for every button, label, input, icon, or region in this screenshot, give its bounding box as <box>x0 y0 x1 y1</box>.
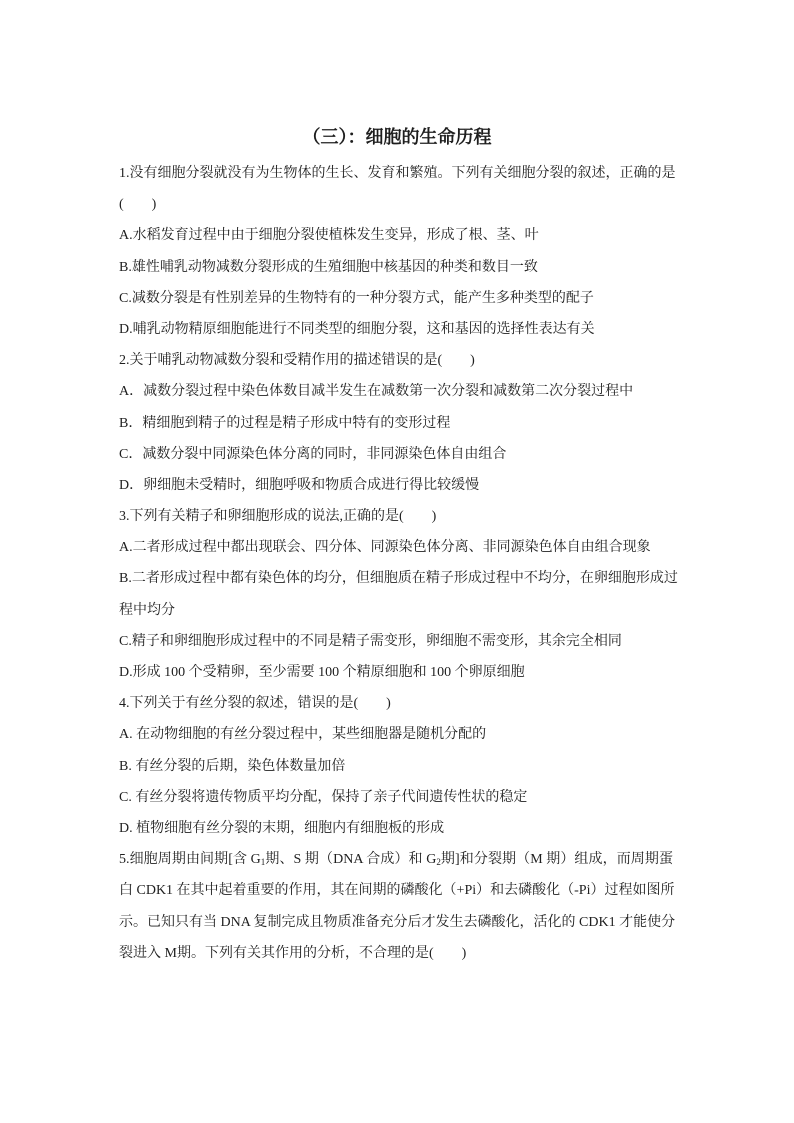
document-title: （三）：细胞的生命历程 <box>302 127 492 147</box>
question-5 <box>119 844 679 969</box>
option-d: D.哺乳动物精原细胞能进行不同类型的细胞分裂，这和基因的选择性表达有关 <box>119 321 595 337</box>
option-b: B．精细胞到精子的过程是精子形成中特有的变形过程 <box>119 415 451 431</box>
option-b: B.二者形成过程中都有染色体的均分，但细胞质在精子形成过程中不均分，在卵细胞形成过 <box>119 571 678 587</box>
option-c: C.减数分裂是有性别差异的生物特有的一种分裂方式，能产生多种类型的配子 <box>119 290 594 306</box>
option-c: C．减数分裂中同源染色体分离的同时，非同源染色体自由组合 <box>119 446 507 462</box>
question-1 <box>119 158 679 345</box>
question-stem-line: 1.没有细胞分裂就没有为生物体的生长、发育和繁殖。下列有关细胞分裂的叙述，正确的是 <box>119 166 676 181</box>
option-d: D. 植物细胞有丝分裂的末期，细胞内有细胞板的形成 <box>119 820 445 836</box>
question-stem-line <box>119 844 673 875</box>
stem-text: 期]和分裂期（M 期）组成，而周期蛋 <box>440 852 673 868</box>
option-b-continued: 程中均分 <box>119 602 175 618</box>
question-stem-line: 白 CDK1 在其中起着重要的作用，其在间期的磷酸化（+Pi）和去磷酸化（-Pi）过程如图所 <box>119 883 675 899</box>
answer-bracket: ( ) <box>119 197 157 213</box>
subscript: 1 <box>260 857 266 868</box>
option-a: A.二者形成过程中都出现联会、四分体、同源染色体分离、非同源染色体自由组合现象 <box>119 540 651 556</box>
question-stem-line: 2.关于哺乳动物减数分裂和受精作用的描述错误的是( ) <box>119 353 475 369</box>
subscript: 2 <box>436 857 441 868</box>
stem-text: 5.细胞周期由间期[含 G <box>119 852 261 868</box>
document-body <box>119 158 679 969</box>
option-d: D．卵细胞未受精时，细胞呼吸和物质合成进行得比较缓慢 <box>119 477 480 493</box>
option-c: C. 有丝分裂将遗传物质平均分配，保持了亲子代间遗传性状的稳定 <box>119 789 528 805</box>
question-4 <box>119 688 679 844</box>
stem-text: 期、S 期（DNA 合成）和 G <box>265 852 437 868</box>
option-a: A.水稻发育过程中由于细胞分裂使植株发生变异，形成了根、茎、叶 <box>119 228 539 244</box>
option-b: B.雄性哺乳动物减数分裂形成的生殖细胞中核基因的种类和数目一致 <box>119 259 538 275</box>
option-c: C.精子和卵细胞形成过程中的不同是精子需变形，卵细胞不需变形，其余完全相同 <box>119 633 622 649</box>
question-stem-line: 3.下列有关精子和卵细胞形成的说法,正确的是( ) <box>119 509 437 525</box>
question-stem-line: 裂进入 M期。下列有关其作用的分析，不合理的是( ) <box>119 945 467 961</box>
option-a: A．减数分裂过程中染色体数目减半发生在减数第一次分裂和减数第二次分裂过程中 <box>119 384 634 400</box>
question-stem-line: 示。已知只有当 DNA 复制完成且物质准备充分后才发生去磷酸化，活化的 CDK1 才能使分 <box>119 914 676 930</box>
option-d: D.形成 100 个受精卵，至少需要 100 个精原细胞和 100 个卵原细胞 <box>119 665 525 680</box>
question-3 <box>119 501 679 688</box>
question-stem-line: 4.下列关于有丝分裂的叙述，错误的是( ) <box>119 696 391 712</box>
option-a: A. 在动物细胞的有丝分裂过程中，某些细胞器是随机分配的 <box>119 727 487 743</box>
option-b: B. 有丝分裂的后期，染色体数量加倍 <box>119 758 346 774</box>
question-2 <box>119 345 679 501</box>
